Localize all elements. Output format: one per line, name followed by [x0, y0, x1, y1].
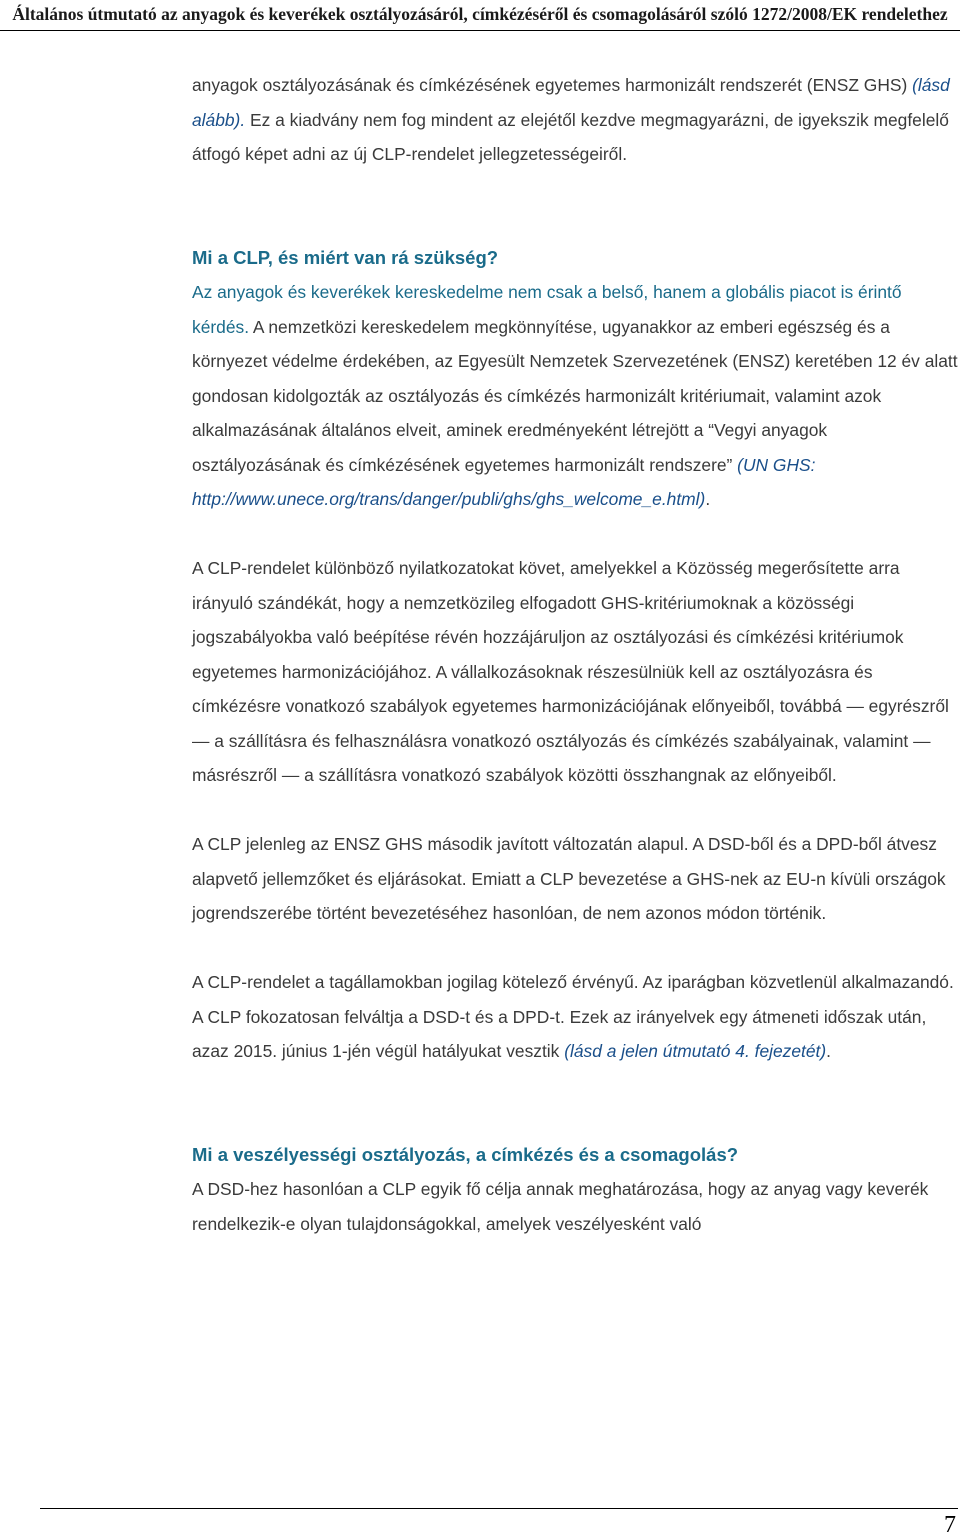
- spacer: [192, 172, 958, 241]
- spacer: [192, 793, 958, 828]
- intro-text-continued: Ez a kiadvány nem fog mindent az elejétől kezdve megmagyarázni, de igyekszik megfelelő átfogó képet adni az új CLP-rendelet jellegzetességeiről.: [192, 109, 949, 164]
- spacer: [192, 931, 958, 966]
- section-heading-classification: Mi a veszélyességi osztályozás, a címkézés és a csomagolás?: [192, 1143, 739, 1165]
- paragraph-ghs-revision: A CLP jelenleg az ENSZ GHS második javított változatán alapul. A DSD-ből és a DPD-ből átvesz alapvető jellemzőket és eljárásokat. Emiatt a CLP bevezetése a GHS-nek az EU-n kívüli országok jogrendszerébe történt bevezetéséhez hasonlóan, de nem azonos módon történik.: [192, 834, 946, 923]
- section-clp-end: .: [705, 489, 711, 509]
- un-ghs-link[interactable]: (UN GHS: http://www.unece.org/trans/danger/publi/ghs/ghs_welcome_e.html): [192, 454, 816, 509]
- section-classification-paragraph: A DSD-hez hasonlóan a CLP egyik fő célja annak meghatározása, hogy az anyag vagy keverék rendelkezik-e olyan tulajdonságokkal, amelyek veszélyesként való: [192, 1179, 929, 1234]
- header-divider: [0, 30, 960, 31]
- chapter-4-link[interactable]: (lásd a jelen útmutató 4. fejezetét): [564, 1041, 827, 1061]
- page-number: 7: [944, 1512, 956, 1538]
- intro-reference-link[interactable]: (lásd alább).: [192, 75, 950, 130]
- spacer: [192, 517, 958, 552]
- page-body: [192, 68, 958, 1241]
- spacer: [192, 1069, 958, 1138]
- running-header: Általános útmutató az anyagok és keverékek osztályozásáról, címkézéséről és csomagolásáról szóló 1272/2008/EK rendelethez: [12, 4, 948, 24]
- paragraph-community-declarations: A CLP-rendelet különböző nyilatkozatokat követ, amelyekkel a Közösség megerősítette arra irányuló szándékát, hogy a nemzetközileg elfogadott GHS-kritériumoknak a közösségi jogszabályokba való beépítése révén hozzájáruljon az osztályozási és címkézési kritériumok egyetemes harmonizációjához. A vállalkozásoknak részesülniük kell az osztályozásra és címkézésre vonatkozó szabályok egyetemes harmonizációjának előnyeiből, továbbá — egyrészről — a szállításra és felhasználásra vonatkozó osztályozás és címkézés szabályainak, valamint — másrészről — a szállításra vonatkozó szabályok közötti összhangnak az előnyeiből.: [192, 558, 949, 785]
- intro-paragraph: [192, 68, 958, 172]
- section-heading-clp: Mi a CLP, és miért van rá szükség?: [192, 246, 499, 268]
- section-clp-lead: Az anyagok és keverékek kereskedelme nem csak a belső, hanem a globális piacot is érintő kérdés.: [192, 282, 902, 337]
- intro-text: anyagok osztályozásának és címkézésének egyetemes harmonizált rendszerét (ENSZ GHS): [192, 75, 913, 95]
- footer-divider: [40, 1508, 958, 1509]
- legal-binding-end: .: [826, 1041, 832, 1061]
- section-clp-paragraph: [192, 275, 958, 517]
- section-clp-text: A nemzetközi kereskedelem megkönnyítése, ugyanakkor az emberi egészség és a környezet védelme érdekében, az Egyesült Nemzetek Szervezetének (ENSZ) keretében 12 év alatt gondosan kidolgozták az osztályozás és címkézés harmonizált kritériumait, valamint azok alkalmazásának általános elveit, aminek eredményeként létrejött a “Vegyi anyagok osztályozásának és címkézésének egyetemes harmonizált rendszere”: [192, 316, 958, 475]
- paragraph-legal-binding: [192, 965, 958, 1069]
- legal-binding-text: A CLP-rendelet a tagállamokban jogilag kötelező érvényű. Az iparágban közvetlenül alkalmazandó. A CLP fokozatosan felváltja a DSD-t és a DPD-t. Ezek az irányelvek egy átmeneti időszak után, azaz 2015. június 1-jén végül hatályukat vesztik: [192, 972, 954, 1061]
